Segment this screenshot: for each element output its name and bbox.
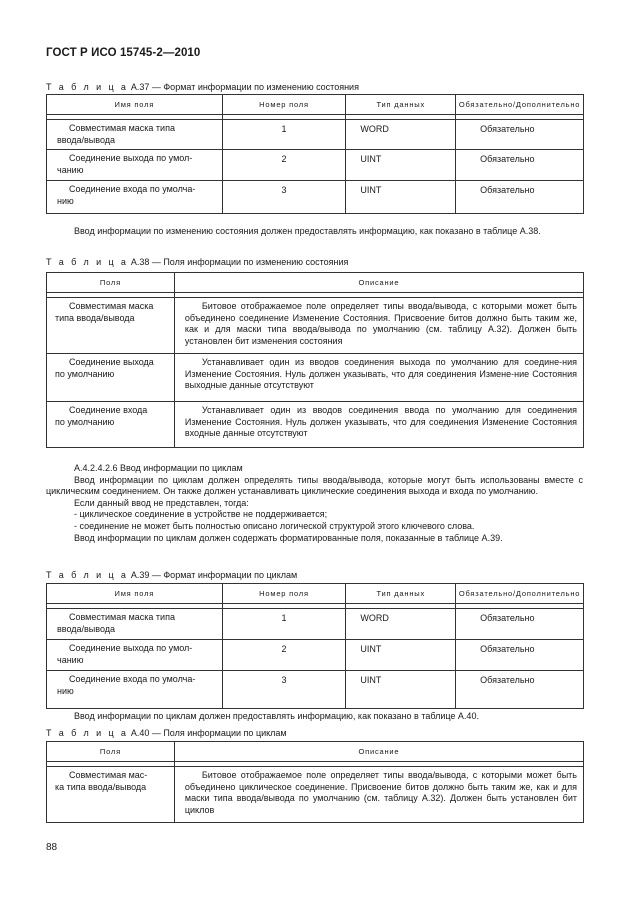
table-row — [47, 609, 584, 640]
table-a40 — [46, 741, 584, 823]
table-row — [47, 120, 584, 150]
field-name-cell: Соединение выхода по умолчанию — [47, 354, 175, 402]
data-type-cell: UINT — [346, 150, 456, 181]
table-a39 — [46, 583, 584, 709]
table-header-row — [47, 95, 584, 115]
field-name-cell: Совместимая маска типа ввода/вывода — [47, 609, 223, 640]
table-a38-caption — [46, 257, 348, 267]
field-number-cell: 2 — [222, 150, 346, 181]
description-cell: Битовое отображаемое поле определяет типы ввода/вывода, с которыми может быть объединено циклическое соединение. Присвоение битов должно быть таким же, как и для маски типа ввода/вывода по умолчанию (см. таблицу А.32). Должен быть установлен бит циклов — [174, 767, 583, 823]
caption-word: Т а б л и ц а — [46, 257, 129, 267]
table-row — [47, 181, 584, 214]
col-header: Номер поля — [222, 95, 346, 115]
table-header-row — [47, 273, 584, 293]
required-cell: Обязательно — [456, 640, 584, 671]
page-number: 88 — [46, 842, 58, 853]
list-item: - циклическое соединение в устройстве не поддерживается; — [74, 509, 328, 520]
description-cell: Устанавливает один из вводов соединения ввода по умолчанию для соединения Изменение Состояния. Нуль должен указывать, что для соединения Изменение Состояния входные данные отсутствуют — [174, 402, 583, 448]
table-row — [47, 150, 584, 181]
required-cell: Обязательно — [456, 150, 584, 181]
table-a40-caption — [46, 728, 287, 738]
paragraph: Ввод информации по циклам должен содержать форматированные поля, показанные в таблице А.39. — [74, 532, 503, 543]
caption-text: А.39 — Формат информации по циклам — [130, 570, 298, 580]
paragraph: Ввод информации по циклам должен предоставлять информацию, как показано в таблице А.40. — [74, 711, 479, 721]
caption-word: Т а б л и ц а — [46, 728, 129, 738]
field-number-cell: 3 — [222, 671, 346, 709]
caption-word: Т а б л и ц а — [46, 570, 129, 580]
field-name-cell: Совместимая маска типа ввода/вывода — [47, 298, 175, 354]
required-cell: Обязательно — [456, 181, 584, 214]
caption-text: А.40 — Поля информации по циклам — [130, 728, 287, 738]
list-item: - соединение не может быть полностью описано логической структурой этого ключевого слова. — [74, 520, 475, 531]
table-row — [47, 767, 584, 823]
data-type-cell: WORD — [346, 609, 456, 640]
data-type-cell: WORD — [346, 120, 456, 150]
field-name-cell: Совместимая маска типа ввода/вывода — [47, 120, 223, 150]
field-number-cell: 2 — [222, 640, 346, 671]
caption-word: Т а б л и ц а — [46, 82, 129, 92]
required-cell: Обязательно — [456, 609, 584, 640]
col-header: Тип данных — [346, 584, 456, 604]
required-cell: Обязательно — [456, 671, 584, 709]
table-row — [47, 354, 584, 402]
col-header: Имя поля — [47, 584, 223, 604]
document-header: ГОСТ Р ИСО 15745-2—2010 — [46, 47, 201, 59]
table-row — [47, 402, 584, 448]
section-cycles — [46, 463, 583, 544]
field-name-cell: Соединение входа по умолча- нию — [47, 181, 223, 214]
description-cell: Битовое отображаемое поле определяет типы ввода/вывода, с которыми может быть объединено соединение Изменение Состояния. Присвоение битов должно быть таким же, как и для маски типа ввода/вывода по умолчанию (см. таблицу А.32). Должен быть установлен бит изменения состояния — [174, 298, 583, 354]
data-type-cell: UINT — [346, 671, 456, 709]
section-heading: А.4.2.4.2.6 Ввод информации по циклам — [74, 463, 243, 473]
table-a37 — [46, 94, 584, 214]
data-type-cell: UINT — [346, 181, 456, 214]
field-number-cell: 1 — [222, 120, 346, 150]
table-a38 — [46, 272, 584, 448]
col-header: Описание — [174, 742, 583, 762]
required-cell: Обязательно — [456, 120, 584, 150]
paragraph: Ввод информации по циклам должен определять типы ввода/вывода, которые могут быть использованы вместе с циклическим соединением. Он также должен устанавливать циклические соединения выхода и входа по умолчанию. — [46, 474, 583, 497]
field-name-cell: Соединение входа по умолчанию — [47, 402, 175, 448]
field-number-cell: 3 — [222, 181, 346, 214]
field-name-cell: Совместимая мас- ка типа ввода/вывода — [47, 767, 175, 823]
table-row — [47, 298, 584, 354]
col-header: Поля — [47, 742, 175, 762]
col-header: Поля — [47, 273, 175, 293]
table-row — [47, 640, 584, 671]
paragraph: Ввод информации по изменению состояния должен предоставлять информацию, как показано в таблице А.38. — [74, 226, 541, 236]
data-type-cell: UINT — [346, 640, 456, 671]
col-header: Номер поля — [222, 584, 346, 604]
table-a39-caption — [46, 570, 297, 580]
table-header-row — [47, 584, 584, 604]
col-header: Обязательно/Дополнительно — [456, 584, 584, 604]
table-a37-caption — [46, 82, 359, 92]
caption-text: А.37 — Формат информации по изменению состояния — [130, 82, 359, 92]
col-header: Имя поля — [47, 95, 223, 115]
field-name-cell: Соединение входа по умолча- нию — [47, 671, 223, 709]
field-name-cell: Соединение выхода по умол- чанию — [47, 640, 223, 671]
paragraph: Если данный ввод не представлен, тогда: — [74, 497, 249, 508]
table-header-row — [47, 742, 584, 762]
col-header: Обязательно/Дополнительно — [456, 95, 584, 115]
col-header: Тип данных — [346, 95, 456, 115]
table-row — [47, 671, 584, 709]
description-cell: Устанавливает один из вводов соединения выхода по умолчанию для соедине-ния Изменение Состояния. Нуль должен указывать, что для соединения Измене-ние Состояния выходные данные отсутствуют — [174, 354, 583, 402]
caption-text: А.38 — Поля информации по изменению состояния — [130, 257, 349, 267]
col-header: Описание — [174, 273, 583, 293]
field-number-cell: 1 — [222, 609, 346, 640]
field-name-cell: Соединение выхода по умол- чанию — [47, 150, 223, 181]
